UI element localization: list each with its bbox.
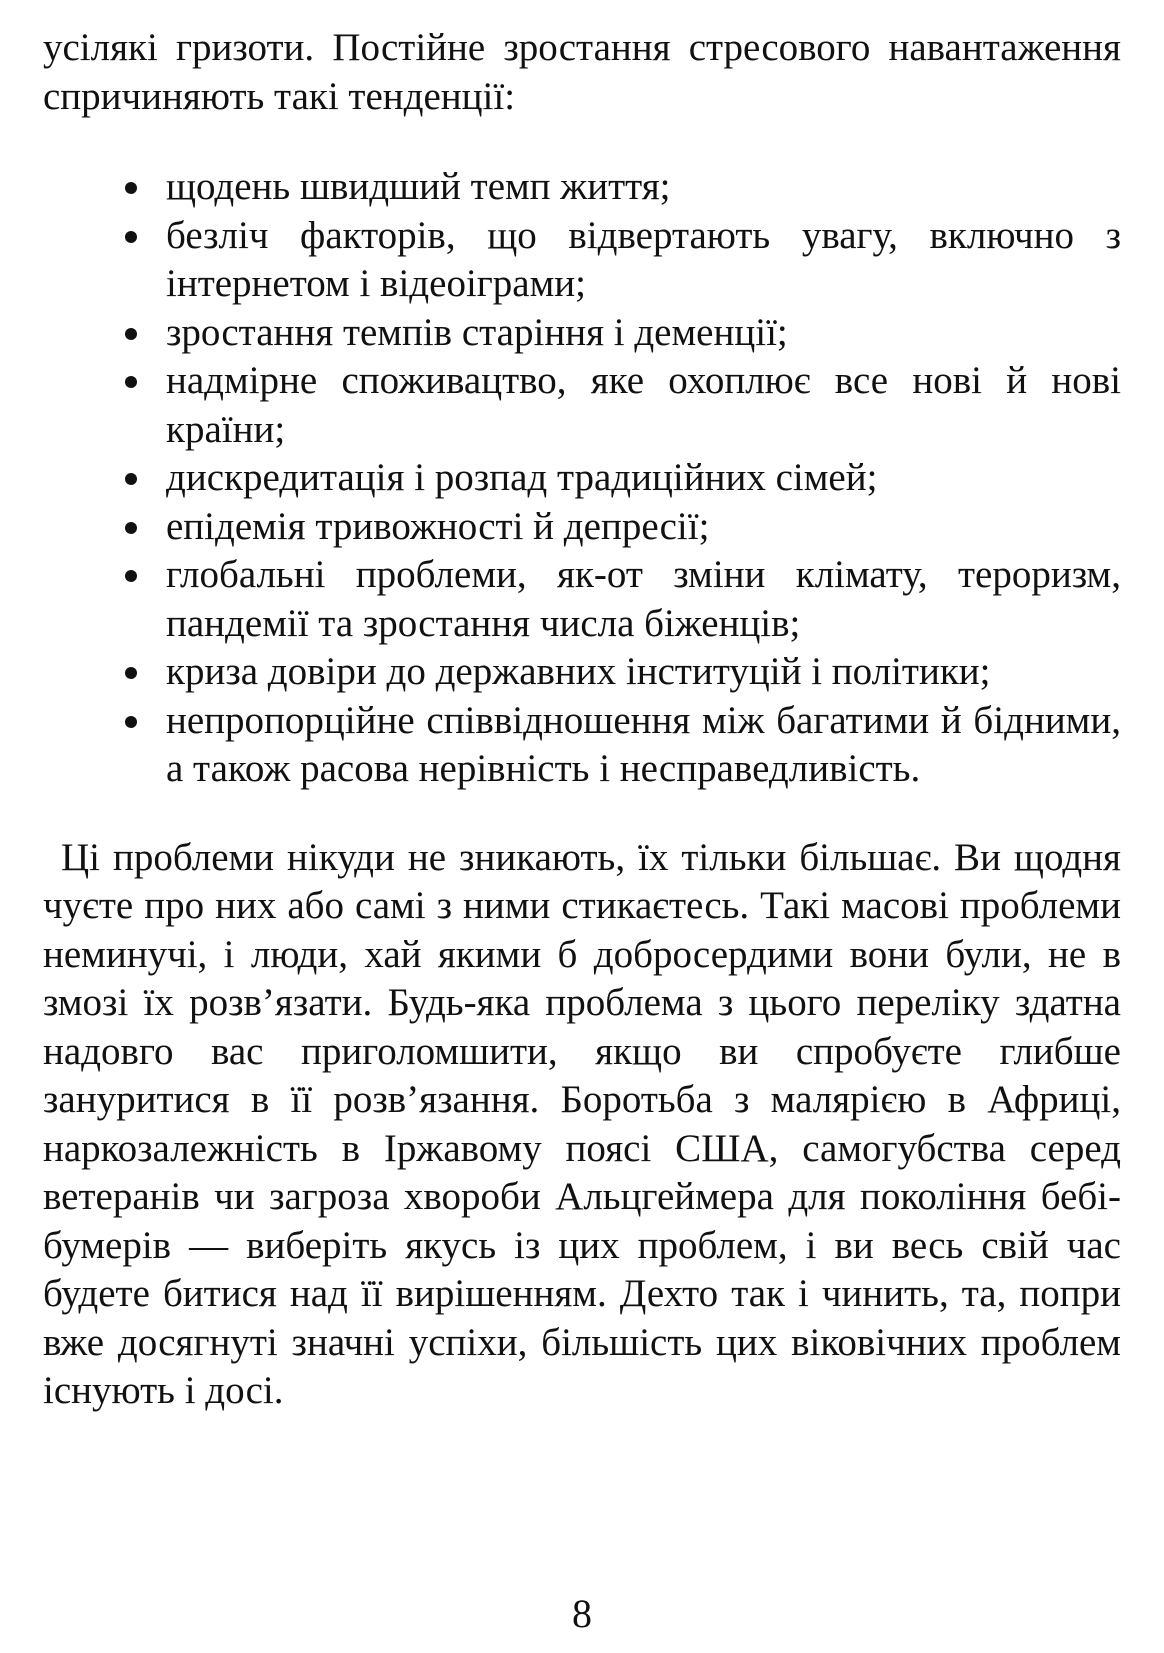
list-item-text: криза довіри до державних інституцій і політики;	[166, 650, 991, 693]
list-item-text: епідемія тривожності й депресії;	[166, 504, 710, 548]
bullet-icon	[125, 522, 137, 534]
main-paragraph: Ці проблеми нікуди не зникають, їх тільки більшає. Ви щодня чуєте про них або самі з ними стикаєтесь. Такі масові проблеми неминучі, і люди, хай якими б добросердими вони були, не в змозі їх розв’язати. Будь-яка проблема з цього переліку здатна надовго вас приголомшити, якщо ви спробуєте глибше зануритися в її розв’язання. Боротьба з малярією в Африці, наркозалежність в Іржавому поясі США, самогубства серед ветеранів чи загроза хвороби Альцгеймера для покоління бебі-бумерів — виберіть якусь із цих проблем, і ви весь свій час будете битися над її вирішенням. Дехто так і чинить, та, попри вже досягнуті значні успіхи, більшість цих віковічних проблем існують і досі.	[43, 835, 1121, 1412]
page-content	[43, 24, 1121, 1416]
page-number: 8	[572, 1591, 592, 1636]
list-item	[166, 309, 1121, 358]
list-item	[166, 212, 1121, 309]
list-item	[166, 163, 1121, 212]
list-item-text: непропорційне співвідношення між багатими й бідними, а також расова нерівність і несправедливість.	[166, 698, 1121, 790]
list-item	[166, 503, 1121, 552]
list-item	[166, 648, 1121, 697]
list-item	[166, 357, 1121, 454]
list-item	[166, 454, 1121, 503]
list-item-text: глобальні проблеми, як-от зміни клімату, тероризм, пандемії та зростання числа біженців;	[166, 553, 1121, 645]
list-item-text: надмірне споживацтво, яке охоплює все нові й нові країни;	[166, 359, 1121, 451]
bullet-icon	[125, 716, 137, 728]
bullet-icon	[125, 570, 137, 582]
bullet-icon	[125, 473, 137, 485]
list-item-text: дискредитація і розпад традиційних сімей;	[166, 456, 878, 499]
intro-paragraph: усілякі гризоти. Постійне зростання стресового навантаження спричиняють такі тенденції:	[43, 26, 1121, 118]
trends-list	[43, 163, 1121, 794]
bullet-icon	[125, 667, 137, 679]
bullet-icon	[125, 328, 137, 340]
bullet-icon	[125, 182, 137, 194]
list-item-text: безліч факторів, що відвертають увагу, включно з інтернетом і відеоіграми;	[166, 213, 1121, 305]
list-item	[166, 551, 1121, 648]
bullet-icon	[125, 231, 137, 243]
bullet-icon	[125, 376, 137, 388]
list-item	[166, 697, 1121, 794]
list-item-text: зростання темпів старіння і деменції;	[166, 310, 788, 354]
list-item-text: щодень швидший темп життя;	[166, 165, 671, 208]
